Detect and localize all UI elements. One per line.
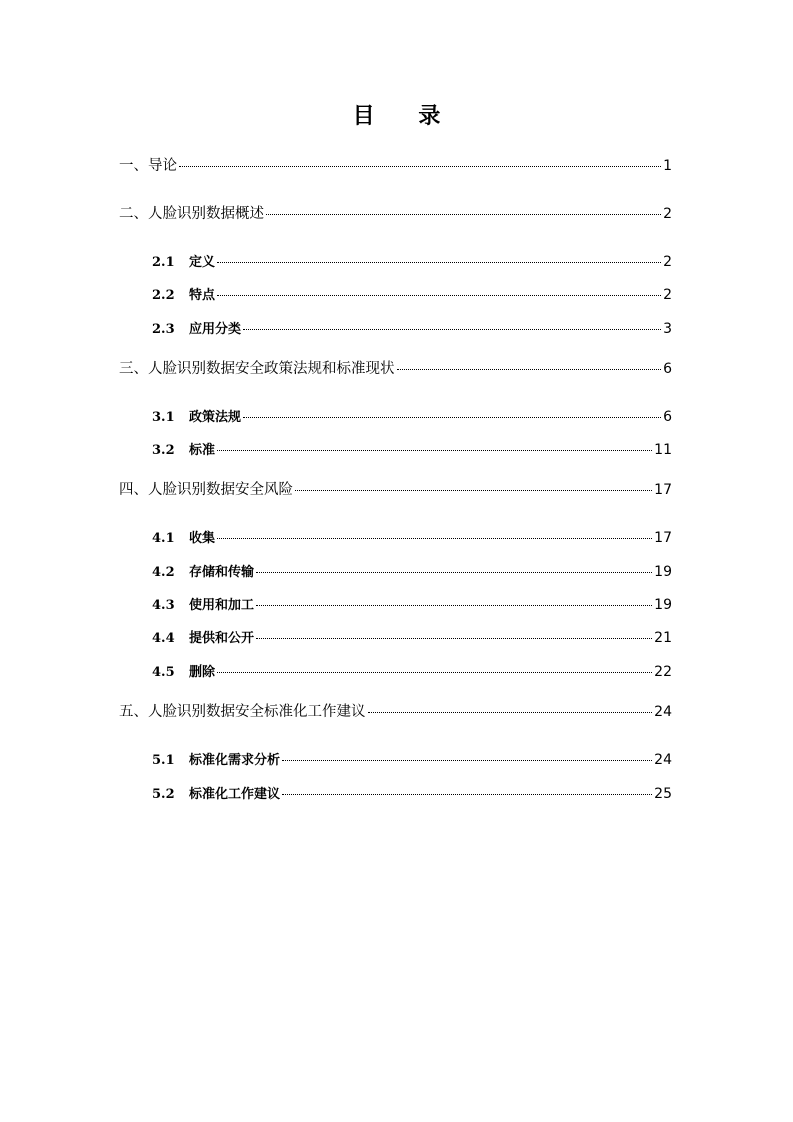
toc-section-number: 4.2 xyxy=(152,565,175,580)
toc-entry-text: 标准 xyxy=(189,443,216,458)
toc-entry-text: 一、导论 xyxy=(119,158,177,174)
toc-leader-dots xyxy=(243,329,661,330)
toc-entry-text: 标准化工作建议 xyxy=(189,787,281,802)
toc-leader-dots xyxy=(179,166,661,167)
toc-leader-dots xyxy=(295,490,652,491)
toc-entry-text: 定义 xyxy=(189,255,216,270)
toc-section-number: 2.1 xyxy=(152,255,175,270)
toc-page-number: 17 xyxy=(654,482,672,498)
toc-section-number: 5.1 xyxy=(152,753,175,768)
toc-leader-dots xyxy=(282,794,652,795)
toc-section-number: 4.1 xyxy=(152,531,175,546)
toc-page-number: 25 xyxy=(654,786,672,802)
toc-section-number: 2.2 xyxy=(152,288,175,303)
toc-leader-dots xyxy=(266,214,661,215)
toc-page-number: 2 xyxy=(663,206,672,222)
toc-entry[interactable] xyxy=(152,662,672,682)
toc-entry[interactable] xyxy=(152,407,672,427)
toc-page-number: 21 xyxy=(654,630,672,646)
toc-page-number: 2 xyxy=(663,254,672,270)
toc-section-number: 3.2 xyxy=(152,443,175,458)
toc-entry[interactable] xyxy=(152,628,672,648)
toc-entry-text: 使用和加工 xyxy=(189,598,255,613)
toc-entry[interactable] xyxy=(152,285,672,305)
toc-entry[interactable] xyxy=(119,204,672,224)
toc-section-number: 5.2 xyxy=(152,787,175,802)
toc-entry-text: 删除 xyxy=(189,665,216,680)
toc-leader-dots xyxy=(217,262,661,263)
toc-page-number: 19 xyxy=(654,564,672,580)
toc-page-number: 1 xyxy=(663,158,672,174)
toc-entry[interactable] xyxy=(119,480,672,500)
toc-entry[interactable] xyxy=(152,595,672,615)
toc-entry[interactable] xyxy=(119,359,672,379)
toc-entry[interactable] xyxy=(119,156,672,176)
toc-entry[interactable] xyxy=(152,562,672,582)
toc-entry[interactable] xyxy=(152,440,672,460)
toc-entry[interactable] xyxy=(152,319,672,339)
toc-entry[interactable] xyxy=(152,750,672,770)
toc-page-number: 17 xyxy=(654,530,672,546)
toc-section-number: 2.3 xyxy=(152,322,175,337)
toc-leader-dots xyxy=(217,295,661,296)
toc-section-number: 4.4 xyxy=(152,631,175,646)
toc-entry[interactable] xyxy=(119,702,672,722)
toc-entry-text: 标准化需求分析 xyxy=(189,753,281,768)
toc-leader-dots xyxy=(368,712,653,713)
toc-page-number: 2 xyxy=(663,287,672,303)
toc-page-number: 24 xyxy=(654,752,672,768)
toc-leader-dots xyxy=(256,572,652,573)
toc-entry-text: 收集 xyxy=(189,531,216,546)
toc-entry-text: 四、人脸识别数据安全风险 xyxy=(119,482,293,498)
toc-page-number: 24 xyxy=(654,704,672,720)
toc-leader-dots xyxy=(256,605,652,606)
toc-entry[interactable] xyxy=(152,528,672,548)
toc-entry[interactable] xyxy=(152,784,672,804)
toc-entry-text: 二、人脸识别数据概述 xyxy=(119,206,264,222)
toc-leader-dots xyxy=(217,538,652,539)
toc-page-number: 3 xyxy=(663,321,672,337)
toc-page-number: 11 xyxy=(654,442,672,458)
toc-entry-text: 存储和传输 xyxy=(189,565,255,580)
toc-entry-text: 政策法规 xyxy=(189,410,242,425)
toc-leader-dots xyxy=(217,672,652,673)
toc-section-number: 3.1 xyxy=(152,410,175,425)
toc-entry-text: 三、人脸识别数据安全政策法规和标准现状 xyxy=(119,361,395,377)
toc-leader-dots xyxy=(282,760,652,761)
toc-page-number: 22 xyxy=(654,664,672,680)
toc-entry-text: 提供和公开 xyxy=(189,631,255,646)
toc-entry-text: 应用分类 xyxy=(189,322,242,337)
toc-leader-dots xyxy=(243,417,661,418)
page-title: 目 录 xyxy=(352,104,459,129)
toc-page-number: 19 xyxy=(654,597,672,613)
toc-entry[interactable] xyxy=(152,252,672,272)
toc-page-number: 6 xyxy=(663,361,672,377)
toc-leader-dots xyxy=(256,638,652,639)
toc-leader-dots xyxy=(217,450,652,451)
toc-entry-text: 五、人脸识别数据安全标准化工作建议 xyxy=(119,704,366,720)
toc-page-number: 6 xyxy=(663,409,672,425)
toc-section-number: 4.3 xyxy=(152,598,175,613)
toc-section-number: 4.5 xyxy=(152,665,175,680)
toc-leader-dots xyxy=(397,369,662,370)
toc-entry-text: 特点 xyxy=(189,288,216,303)
